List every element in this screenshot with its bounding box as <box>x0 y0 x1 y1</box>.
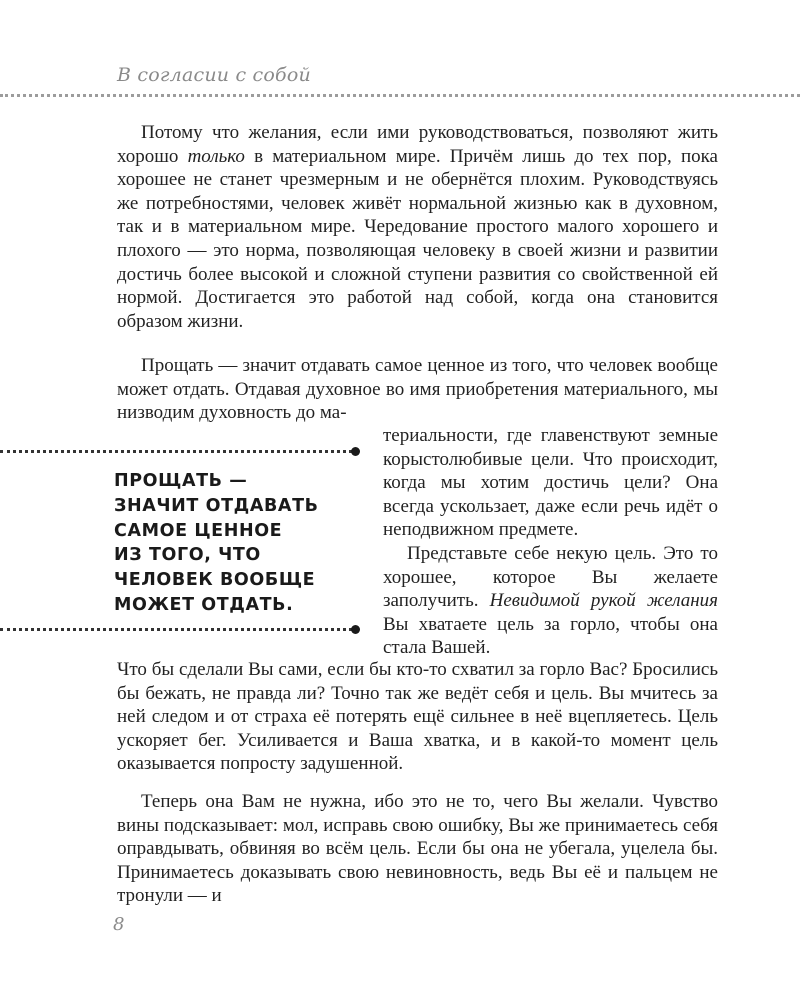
paragraph-2-column-text: териальности, где главенствуют земные корыстолюбивые цели. Что происходит, когда мы хотим достичь цели? Она всегда ускользает, даже если речь идёт о неподвижном предмете. <box>383 425 718 541</box>
paragraph-3-text: Что бы сделали Вы сами, если бы кто-то схватил за горло Вас? Бросились бы бежать, не правда ли? Точно так же ведёт себя и цель. Вы мчитесь за ней следом и от страха её потерять ещё сильнее в неё вцепляетесь. Цель ускоряет бег. Усиливается и Ваша хватка, и в какой-то момент цель оказывается попросту задушенной. <box>117 659 718 775</box>
pull-quote-top-dot <box>351 447 360 456</box>
paragraph-1-emphasis: только <box>187 145 245 167</box>
paragraph-1 <box>117 121 718 333</box>
pull-quote-line: ПРОЩАТЬ — <box>114 471 248 491</box>
pull-quote-bottom-dot <box>351 625 360 634</box>
pull-quote-line: ЧЕЛОВЕК ВООБЩЕ <box>114 570 316 591</box>
pull-quote-top-rule <box>0 450 352 453</box>
pull-quote <box>114 469 359 618</box>
paragraph-4 <box>117 790 718 908</box>
pull-quote-line: ИЗ ТОГО, ЧТО <box>114 545 261 566</box>
pull-quote-bottom-rule <box>0 628 352 631</box>
paragraph-3-emphasis: Невидимой рукой желания <box>489 590 718 612</box>
pull-quote-line: САМОЕ ЦЕННОЕ <box>114 520 283 541</box>
paragraph-3-column-text-a: Представьте себе некую цель. Это то хорошее, которое Вы желаете заполучить. <box>383 542 718 612</box>
paragraph-3-column-text-b: Вы хватаете цель за горло, чтобы она стала Вашей. <box>383 613 718 659</box>
paragraph-1-text-b: в материальном мире. Причём лишь до тех пор, пока хорошее не станет чрезмерным и не обернётся плохим. Руководствуясь же потребностями, человек живёт нормальной жизнью как в духовном, так и в материальном мире. Чередование простого малого хорошего и плохого — это норма, позволяющая человеку в своей жизни и развитии достичь более высокой и сложной ступени развития со свойственной ей нормой. Достигается это работой над собой, когда она становится образом жизни. <box>117 145 718 332</box>
pull-quote-line: МОЖЕТ ОТДАТЬ. <box>114 594 294 615</box>
paragraph-2-full-width <box>117 354 718 425</box>
page-number: 8 <box>113 914 125 935</box>
paragraph-3-column <box>383 542 718 660</box>
paragraph-1-text-a: Потому что желания, если ими руководствоваться, позволяют жить хорошо <box>117 122 718 167</box>
paragraph-3-full-width <box>117 658 718 776</box>
running-title: В согласии с собой <box>117 64 311 86</box>
header-dotted-rule <box>0 94 800 97</box>
paragraph-2-text: Прощать — значит отдавать самое ценное из того, что человек вообще может отдать. Отдавая духовное во имя приобретения материального, мы низводим духовность до ма- <box>117 355 718 424</box>
paragraph-4-text: Теперь она Вам не нужна, ибо это не то, чего Вы желали. Чувство вины подсказывает: мол, исправь свою ошибку, Вы же принимаетесь себя оправдывать, обвиняя во всём цель. Если бы она не убегала, уцелела бы. Принимаетесь доказывать свою невиновность, ведь Вы её и пальцем не тронули — и <box>117 791 718 907</box>
pull-quote-line: ЗНАЧИТ ОТДАВАТЬ <box>114 495 319 516</box>
wrapped-text-column <box>383 424 718 660</box>
